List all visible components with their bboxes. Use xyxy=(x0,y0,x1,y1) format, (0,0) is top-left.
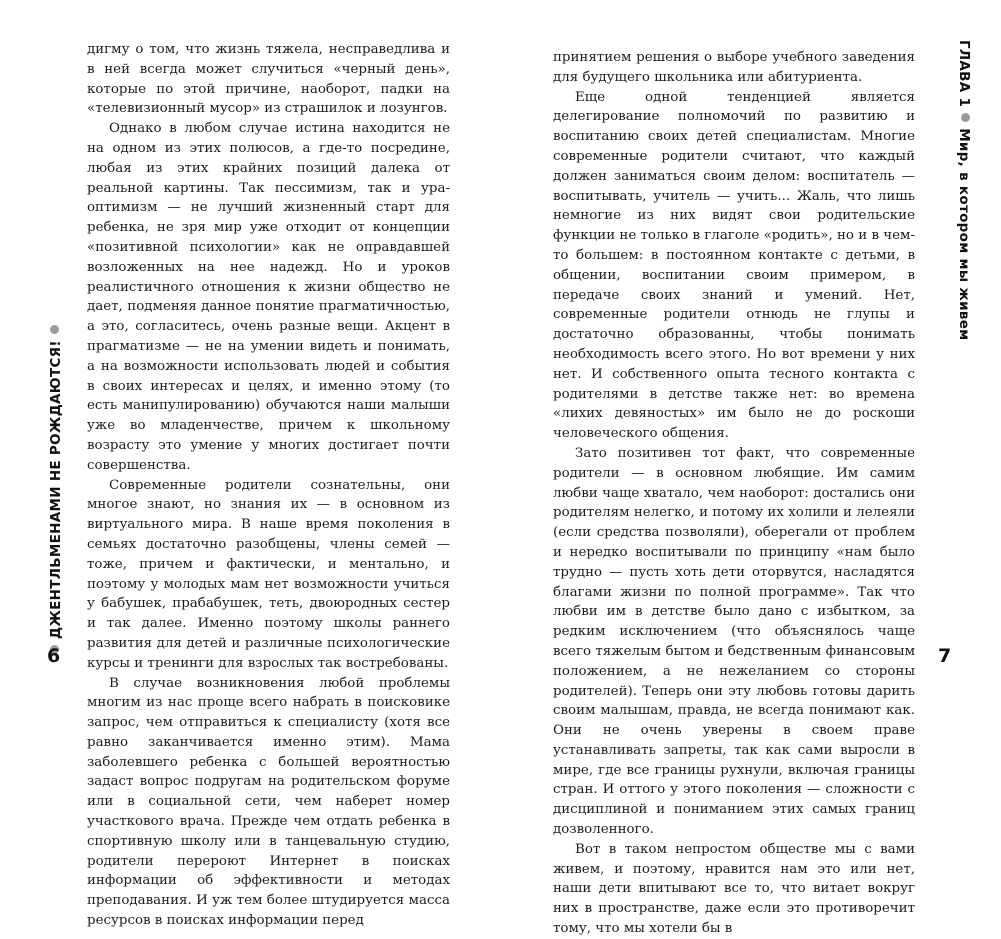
left-page xyxy=(0,0,500,929)
paragraph: Вот в таком непростом обществе мы с вами живем, и поэтому, нравится нам это или нет, наши дети впитывают все то, что витает вокруг них в пространстве, даже если это противоречит тому, что мы хотели бы в xyxy=(553,841,915,937)
paragraph: В случае возникновения любой проблемы многим из нас проще всего набрать в поисковике запрос, чем отправиться к специалисту (хотя все равно заканчивается именно этим). Мама заболевшего ребенка с большей вероятностью задаст вопрос подругам на родительском форуме или в социальной сети, чем наберет номер участкового врача. Прежде чем отдать ребенка в спортивную школу или в танцевальную студию, родители перероют Интернет в поисках информации об эффективности и методах преподавания. И уж тем более штудируется масса ресурсов в поисках информации перед xyxy=(87,675,450,929)
left-running-header-text: ДЖЕНТЛЬМЕНАМИ НЕ РОЖДАЮТСЯ! xyxy=(48,340,64,639)
left-running-header xyxy=(44,38,74,658)
paragraph: принятием решения о выборе учебного заведения для будущего школьника или абитуриента. xyxy=(553,50,915,85)
bullet-dot-icon xyxy=(961,113,970,122)
paragraph: Еще одной тенденцией является делегирование полномочий по развитию и воспитанию своих детей специалистам. Многие современные родители считают, что каждый должен заниматься своим делом: воспитатель — воспитывать, учитель — учить... Жаль, что лишь немногие из них видят свои родительские функции не только в глаголе «родить», но и в чем-то большем: в постоянном контакте с детьми, в общении, воспитании своим примером, в передаче своих знаний и умений. Нет, современные родители отнюдь не глупы и достаточно образованны, чтобы понимать необходимость всего этого. Но вот времени у них нет. И собственного опыта тесного контакта с родителями в детстве также нет: во времена «лихих девяностых» им было не до роскоши человеческого общения. xyxy=(553,89,915,442)
right-page xyxy=(501,0,1001,937)
paragraph: Однако в любом случае истина находится не на одном из этих полюсов, а где-то посредине, любая из этих крайних позиций далека от реальной картины. Так пессимизм, так и ура-оптимизм — не лучший жизненный старт для ребенка, не зря мир уже отходит от концепции «позитивной психологии» как не оправдавшей возложенных на нее надежд. Но и уроков реалистичного отношения к жизни общество не дает, подменяя данное понятие прагматичностью, а это, согласитесь, очень разные вещи. Акцент в прагматизме — не на умении видеть и понимать, а на возможности использовать людей и события в своих интересах и целях, и именно этому (то есть манипулированию) обучаются наши малыши уже во младенчестве, причем к школьному возрасту это умение у многих достигает почти совершенства. xyxy=(87,121,450,473)
paragraph: Современные родители сознательны, они многое знают, но знания их — в основном из виртуального мира. В наше время поколения в семьях достаточно разобщены, члены семей — тоже, причем и фактически, и ментально, и поэтому у молодых мам нет возможности учиться у бабушек, прабабушек, теть, двоюродных сестер и так далее. Именно поэтому школы раннего развития для детей и различные психологические курсы и тренинги для взрослых так востребованы. xyxy=(87,477,450,671)
page-number-right: 7 xyxy=(938,645,952,667)
chapter-title: Мир, в котором мы живем xyxy=(956,128,972,341)
paragraph: дигму о том, что жизнь тяжела, несправедлива и в ней всегда может случиться «черный день», которые по этой причине, наоборот, падки на «телевизионный мусор» из страшилок и лозунгов. xyxy=(87,42,450,117)
left-body-text xyxy=(87,40,450,931)
right-running-header xyxy=(948,38,978,658)
bullet-dot-icon xyxy=(50,325,59,334)
right-body-text xyxy=(553,48,915,939)
page-number-left: 6 xyxy=(47,645,61,667)
paragraph: Зато позитивен тот факт, что современные родители — в основном любящие. Им самим любви чаще хватало, чем наоборот: достались они родителям нелегко, и потому их холили и лелеяли (если средства позволяли), оберегали от проблем и нередко воспитывали по принципу «нам было трудно — пусть хоть дети оторвутся, насладятся благами жизни по полной программе». Так что любви им в детстве было дано с избытком, за редким исключением (что объяснялось чаще всего тяжелым бытом и бедственным финансовым положением, а не нежеланием со стороны родителей). Теперь они эту любовь готовы дарить своим малышам, правда, не всегда понимают как. Они не очень уверены в своем праве устанавливать запреты, так как сами выросли в мире, где все границы рухнули, включая границы стран. И оттого у этого поколения — сложности с дисциплиной и пониманием этих самых границ дозволенного. xyxy=(553,445,915,838)
chapter-label: ГЛАВА 1 xyxy=(956,40,972,108)
